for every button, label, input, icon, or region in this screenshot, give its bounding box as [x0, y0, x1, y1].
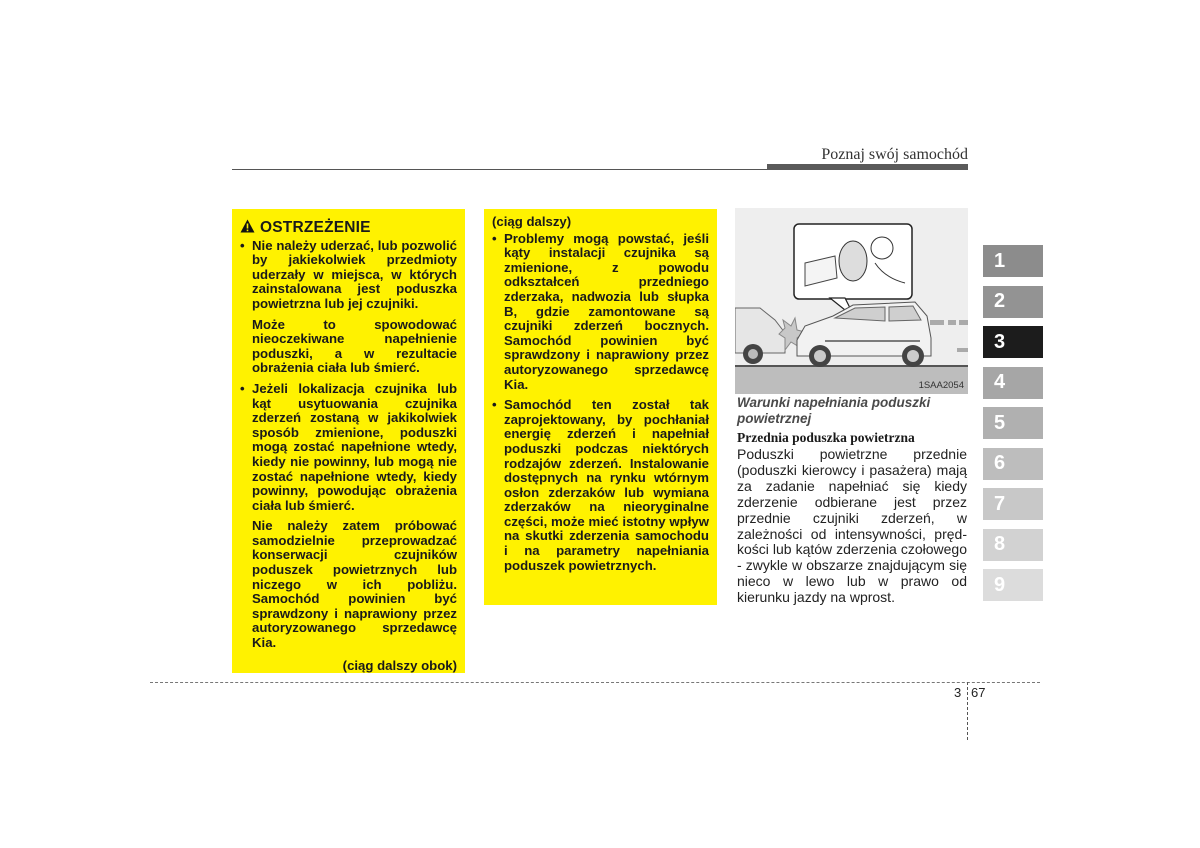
header-bar — [767, 164, 968, 170]
chapter-tab-2[interactable]: 2 — [983, 286, 1043, 318]
warning-title: OSTRZEŻENIE — [260, 218, 371, 236]
continued-note: (ciąg dalszy obok) — [342, 657, 457, 673]
warning-item: • Jeżeli lokalizacja czujnika lub kąt usytuowania czujnika zderzeń zostaną w jakikolwiek sposób zmienione, poduszki mogą zostać napełnione wtedy, kiedy nie powinny, lub mogą nie zostać napełnione wtedy, kiedy powinny, powodując obrażenia ciała lub śmierć. Nie należy zatem próbować samodzielnie przeprowadzać konserwacji czujników poduszek powietrznych lub niczego w ich pobliżu. Samochód powinien być sprawdzony i naprawiony przez autoryzowanego sprzedawcę Kia. — [240, 382, 457, 651]
warning-heading — [240, 219, 457, 237]
collision-illustration — [735, 208, 968, 394]
page-number: 67 — [971, 685, 986, 700]
figure-code: 1SAA2054 — [918, 380, 964, 391]
section-title: Poznaj swój samochód — [821, 146, 968, 163]
header-rule — [232, 169, 767, 170]
warning-list — [240, 239, 457, 651]
chapter-tabs — [983, 245, 1043, 610]
chapter-tab-3-active[interactable]: 3 — [983, 326, 1043, 358]
warning-continued-box — [484, 209, 717, 605]
chapter-tab-8[interactable]: 8 — [983, 529, 1043, 561]
chapter-tab-5[interactable]: 5 — [983, 407, 1043, 439]
continued-heading: (ciąg dalszy) — [492, 214, 572, 229]
warning-followup: Może to spowodować nieoczekiwane napełnienie poduszki, a w rezultacie obrażenia ciała lub śmierć. — [252, 316, 457, 376]
page-section-number: 3 — [954, 685, 962, 700]
warning-followup: Nie należy zatem próbować samodzielnie przeprowadzać konserwacji czujników poduszek powietrznych lub niczego w ich pobliżu. Samochód powinien być sprawdzony i naprawiony przez autoryzowanego sprzedawcę Kia. — [252, 518, 457, 651]
body-paragraph: Poduszki powietrzne przednie (poduszki kierowcy i pasażera) mają za zadanie napełniać się kiedy zderzenie odbierane jest przez przednie czujniki zderzeń, w zależności od intensywności, prędkości lub kątów zderzenia czołowego - zwykle w obszarze znajdującym się nieco w lewo lub w prawo od kierunku jazdy na wprost. — [737, 446, 967, 606]
car-collision-icon — [735, 208, 968, 394]
warning-item: • Problemy mogą powstać, jeśli kąty instalacji czujnika są zmienione, z powodu odkształceń przedniego zderzaka, nadwozia lub słupka B, gdzie zamontowane są czujniki zderzeń bocznych. Samochód powinien być sprawdzony i naprawiony przez autoryzowanego sprzedawcę Kia. — [492, 232, 709, 393]
chapter-tab-1[interactable]: 1 — [983, 245, 1043, 277]
footer-divider — [967, 682, 968, 740]
chapter-tab-4[interactable]: 4 — [983, 367, 1043, 399]
chapter-tab-9[interactable]: 9 — [983, 569, 1043, 601]
warning-box — [232, 209, 465, 673]
section-subheading: Przednia poduszka powietrzna — [737, 430, 915, 445]
warning-item: • Samochód ten został tak zaprojektowany, by pochłaniał energię zderzeń i napełniał poduszki podczas niektórych rodzajów zderzeń. Instalowanie dostępnych na rynku wtórnym osłon zderzaków lub wymiana zderzaków na nieoryginalne części, może mieć istotny wpływ na skutki zderzenia samochodu i na parametry napełniania poduszek powietrznych. — [492, 398, 709, 573]
figure-caption: Warunki napełniania poduszki powietrznej — [737, 395, 931, 426]
footer-rule — [150, 682, 1040, 683]
chapter-tab-6[interactable]: 6 — [983, 448, 1043, 480]
warning-continued-list — [492, 232, 709, 574]
warning-triangle-icon — [240, 219, 255, 237]
warning-item: • Nie należy uderzać, lub pozwolić by jakiekolwiek przedmioty uderzały w miejsca, w których zainstalowana jest poduszka powietrzna lub jej czujniki. Może to spowodować nieoczekiwane napełnienie poduszki, a w rezultacie obrażenia ciała lub śmierć. — [240, 239, 457, 376]
chapter-tab-7[interactable]: 7 — [983, 488, 1043, 520]
